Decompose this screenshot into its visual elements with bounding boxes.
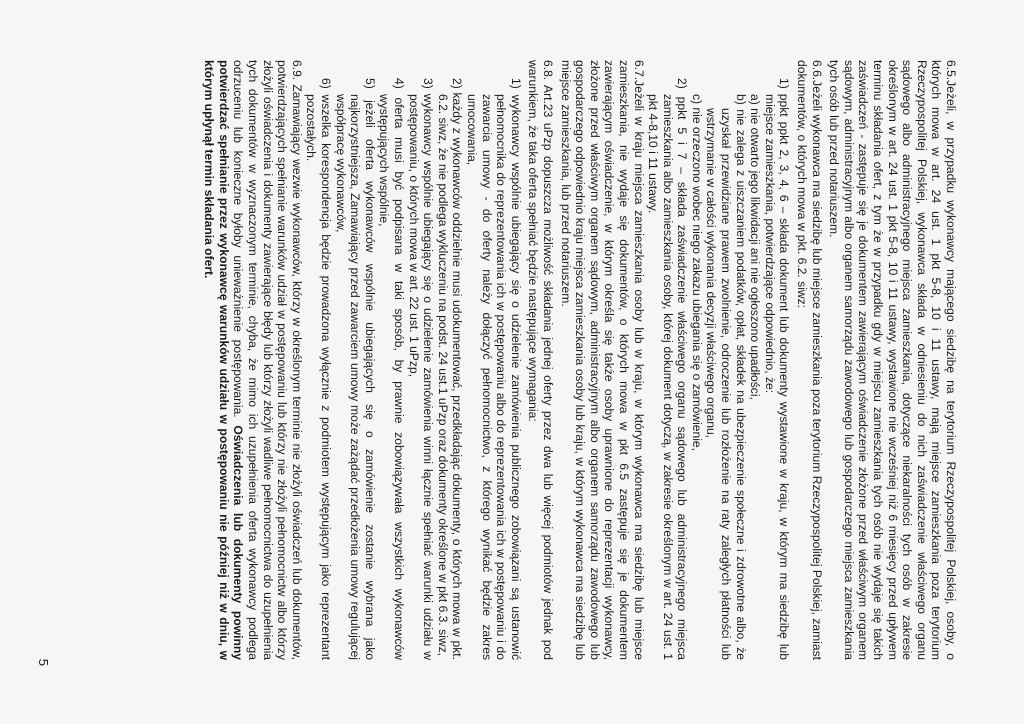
section-6-6-item-1a: a) nie otwarto jego likwidacji ani nie ogłoszono upadłości, [748, 94, 763, 400]
section-6-8-item-4: 4) oferta musi być podpisana w taki sposób, by prawnie zobowiązywała wszystkich wykonawców występujących wspólnie, [377, 78, 407, 660]
section-6-6-list-2 [646, 78, 690, 660]
section-6-9-bold-text: Oświadczenia lub dokumenty powinny potwierdzać spełnianie przez wykonawcę warunków udziału w postępowaniu nie później niż w dniu, w którym upłynął termin składania ofert. [202, 60, 246, 660]
section-6-8-item-6: 6) wszelka korespondencja będzie prowadzona wyłącznie z podmiotem występującym jako reprezentant pozostałych. [304, 78, 334, 660]
section-6-6-list [762, 78, 791, 660]
section-6-6-sublist [689, 94, 762, 660]
section-6-5: 6.5.Jeżeli, w przypadku wykonawcy mającego siedzibę na terytorium Rzeczypospolitej Polskiej, osoby, o których mowa w art. 24 ust. 1 pkt 5-8, 10 i 11 ustawy, mają miejsce zamieszkania poza terytorium Rzeczypospolitej Polskiej, wykonawca składa w odniesieniu do nich zaświadczenie właściwego organu sądowego albo administracyjnego miejsca zamieszkania, dotyczące niekaralności tych osób w zakresie określonym w art. 24 ust. 1 pkt 5-8, 10 i 11 ustawy, wystawione nie wcześniej niż 6 miesięcy przed upływem terminu składania ofert, z tym że w przypadku gdy w miejscu zamieszkania tych osób nie wydaje się takich zaświadczeń - zastępuje się je dokumentem zawierającym oświadczenie złożone przed właściwym organem sądowym, administracyjnym albo organem samorządu zawodowego lub gospodarczego miejsca zamieszkania tych osób lub przed notariuszem. [827, 60, 958, 660]
document-body [199, 60, 958, 660]
section-6-9-text: 6.9. Zamawiający wezwie wykonawców, którzy w określonym terminie nie złożyli oświadczeń lub dokumentów, potwierdzających spełnianie warunków udział w postępowaniu lub którzy nie złożyli pełnomocnictw albo którzy złożyli oświadczenia i dokumenty zawierające błędy lub którzy złożyli wadliwe pełnomocnictwa do uzupełnienia tych dokumentów w wyznaczonym terminie, chyba, że mimo ich uzupełnienia oferta wykonawcy podlega odrzuceniu lub konieczne byłoby unieważnienie postępowania. [231, 60, 304, 660]
section-6-9 [202, 60, 304, 660]
section-6-8-item-1: 1) wykonawcy wspólnie ubiegający się o udzielenie zamówienia publicznego zobowiązani są ustanowić pełnomocnika do reprezentowania ich w postępowaniu albo do reprezentowania ich w postępowaniu i do zawarcia umowy - do oferty należy dołączyć pełnomocnictwo, z którego wynikać będzie zakres umocowania, [465, 78, 523, 660]
section-6-8-item-3: 3) wykonawcy wspólnie ubiegający się o udzielenie zamówienia winni łącznie spełniać warunki udziału w postępowaniu, o których mowa w art. 22 ust. 1 uPzp, [406, 78, 436, 660]
section-6-8-item-5: 5) jeżeli oferta wykonawców wspólnie ubiegających się o zamówienie zostanie wybrana jako najkorzystniejsza, Zamawiający przed zawarciem umowy może zażądać przedłożenia umowy regulującej współpracę wykonawców, [333, 78, 377, 660]
section-6-6-item-2: 2) ppkt 5 i 7 – składa zaświadczenie właściwego organu sądowego lub administracyjnego miejsca zamieszkania albo zamieszkania osoby, której dokument dotyczą, w zakresie określonym w art. 24 ust. 1 pkt 4-8,10 i 11 ustawy. [646, 78, 690, 660]
section-6-6-item-1c: c) nie orzeczono wobec niego zakazu ubiegania się o zamówienie, [689, 94, 704, 451]
section-6-6-item-1b: b) nie zalega z uiszczaniem podatków, opłat, składek na ubezpieczenie społeczne i zdrowotne albo, że uzyskał przewidziane prawem zwolnienie, odroczenie lub rozłożenie na raty zaległych płatności lub wstrzymanie w całości wykonania decyzji właściwego organu, [704, 94, 748, 660]
section-6-8-list [304, 78, 523, 660]
section-6-6-item-1: 1) ppkt ppkt 2, 3, 4, 6 – składa dokument lub dokumenty wystawione w kraju, w którym ma siedzibę lub miejsce zamieszkania, potwierdzające odpowiednio, że: [762, 78, 792, 660]
section-6-6-intro: 6.6.Jeżeli wykonawca ma siedzibę lub miejsce zamieszkania poza terytorium Rzeczypospolitej Polskiej, zamiast dokumentów, o których mowa w pkt. 6.2. siwz: [795, 60, 824, 660]
section-6-8-item-2: 2) każdy z wykonawców oddzielnie musi udokumentować, przedkładając dokumenty, o których mowa w pkt. 6.2. siwz, że nie podlega wykluczeniu na podst. 24 ust.1 uPzp oraz dokumenty określone w pkt 6.3. siwz, [435, 78, 465, 660]
section-6-7: 6.7.Jeżeli w kraju miejsca zamieszkania osoby lub w kraju, w którym wykonawca ma siedzibę lub miejsce zamieszkania, nie wydaje się dokumentów, o których mowa w pkt 6.5 zastępuje się je dokumentem zawierającym oświadczenie, w którym określa się także osoby uprawnione do reprezentacji wykonawcy, złożone przed właściwym organem sądowym, administracyjnym albo organem samorządu zawodowego lub gospodarczego odpowiednio kraju miejsca zamieszkania osoby lub kraju, w którym wykonawca ma siedzibę lub miejsce zamieszkania, lub przed notariuszem. [558, 60, 646, 660]
page-number: 5 [36, 658, 51, 666]
section-6-8-intro: 6.8. Art.23 uPzp dopuszcza możliwość składania jednej oferty przez dwa lub więcej podmiotów jednak pod warunkiem, że taka oferta spełniać będzie następujące wymagania: [526, 60, 555, 660]
